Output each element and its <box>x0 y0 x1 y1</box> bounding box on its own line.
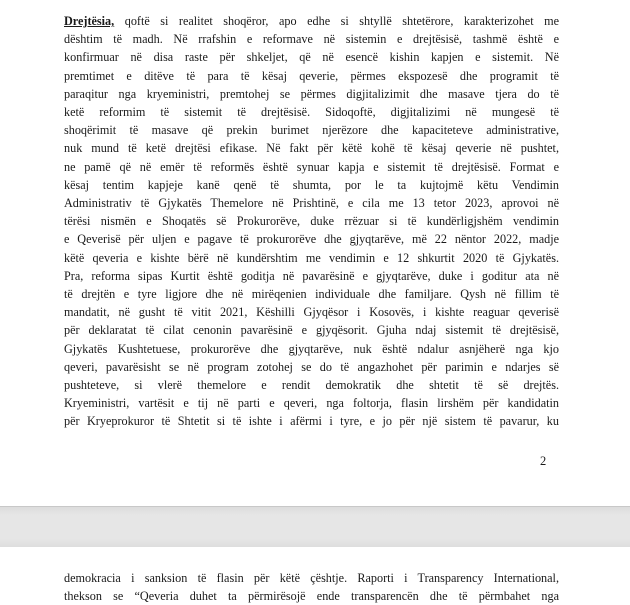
text-line: pushteteve, si vlerë themelore e rendit demokratik dhe shtetit të së drejtës. <box>64 378 559 393</box>
text-line-content: qoftë si realitet shoqëror, apo edhe si shtyllë shtetërore, karakterizohet me <box>114 14 559 28</box>
text-line: ketë reformim të sistemit të drejtësisë. Sidoqoftë, digjitalizimi në mungesë të <box>64 105 559 120</box>
text-line: të drejtën e tyre ligjore dhe në mirëqenien individuale dhe familjare. Qysh në fillim të <box>64 287 559 302</box>
text-line: e Qeverisë për uljen e pagave të prokurorëve dhe gjyqtarëve, më 22 nëntor 2022, madje <box>64 232 559 247</box>
text-line: demokracia i sanksion të flasin për këtë çështje. Raporti i Transparency International, <box>64 571 559 585</box>
text-line: Administrativ të Gjykatës Themelore në Prishtinë, e cila me 13 tetor 2023, aprovoi në <box>64 196 559 211</box>
text-line: dështim të madh. Në rrafshin e reformave në sistemin e drejtësisë, tashmë është e <box>64 32 559 47</box>
text-line: nuk mund të ketë drejtësi efikase. Në fakt për këtë kohë të kësaj qeverie në pushtet, <box>64 141 559 156</box>
text-line: Gjykatës Kushtetuese, prokurorëve dhe gjyqtarëve, nuk është ndalur asnjëherë nga kjo <box>64 341 559 356</box>
text-line: kësaj tentim kapjeje kanë qenë të shumta, por le ta kujtojmë këtu Vendimin <box>64 177 559 192</box>
body-paragraph <box>64 12 559 431</box>
text-line: premtimet e ditëve të para të kësaj qeverie, përmes ekspozesë dhe programit të <box>64 68 559 83</box>
text-line: tërësi nismën e Shoqatës së Prokurorëve, duke rrëzuar si të kundërligjshëm vendimin <box>64 214 559 229</box>
text-line: shoqërimit të masave që prekin burimet njerëzore dhe kapaciteteve administrative, <box>64 123 559 138</box>
document-page-2 <box>0 547 630 604</box>
text-line: ne pamë që në emër të reformës është synuar kapja e sistemit të drejtësisë. Format e <box>64 159 559 174</box>
text-line: për deklaratat të cilat cenonin pavarësinë e gjyqësorit. Gjuha ndaj sistemit të drejtësisë, <box>64 323 559 338</box>
text-line <box>64 12 559 30</box>
text-line: thekson se “Qeveria duhet ta përmirësojë ende transparencën dhe të përmbahet nga <box>64 589 559 604</box>
text-line: Kryeministri, vartësit e tij në parti e qeveri, nga foltorja, flasin lirshëm për kandidatin <box>64 396 559 411</box>
lead-word: Drejtësia, <box>64 14 115 28</box>
text-line: për Kryeprokuror të Shtetit si të ishte i afërmi i tyre, e jo për një sistem të pavarur, ku <box>64 414 559 429</box>
page-separator <box>0 506 630 548</box>
text-line: konfirmuar në disa raste për shkeljet, që në esencë kishin kapjen e sistemit. Në <box>64 50 559 65</box>
text-line: qeveri, pavarësisht se në program zotohej se do të angazhohet për parimin e ndarjes së <box>64 359 559 374</box>
text-line: këtë qeveria e kishte bërë në kundërshtim me vendimin e 12 shkurtit 2020 të Gjykatës. <box>64 250 559 265</box>
text-line: mandatit, në gusht të vitit 2021, Këshilli Gjyqësor i Kosovës, i kishte reaguar qeverisë <box>64 305 559 320</box>
text-line: paraqitur nga kryeministri, premtohej se përmes digjitalizimit dhe masave tjera do të <box>64 86 559 101</box>
text-line: Pra, reforma sipas Kurtit është goditja në pavarësinë e gjyqtarëve, duke i goditur ata në <box>64 268 559 283</box>
page-number: 2 <box>540 454 547 468</box>
